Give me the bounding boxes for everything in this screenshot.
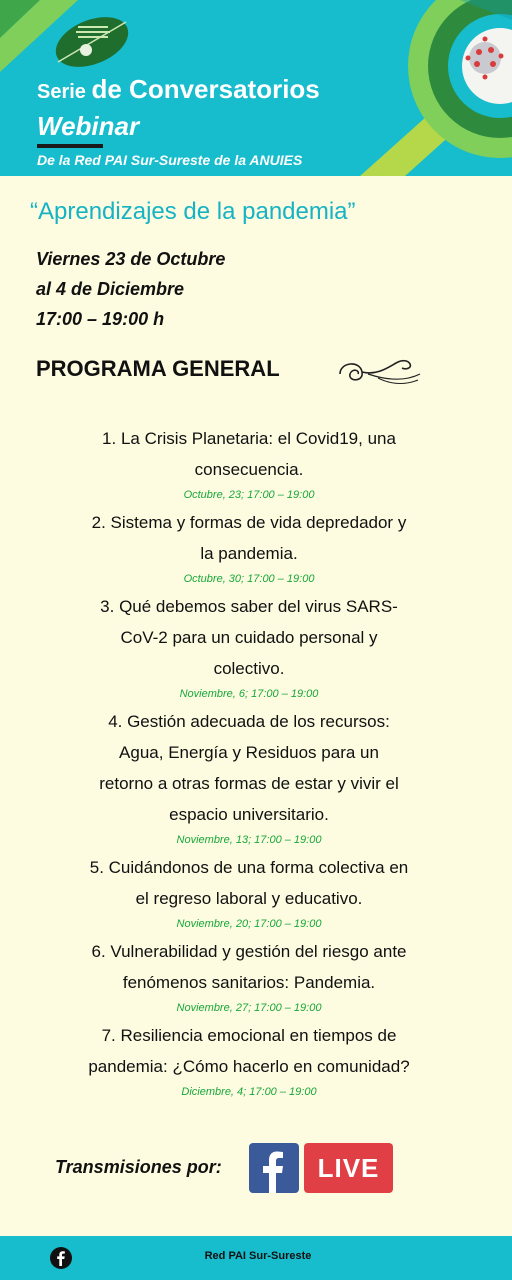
program-item-text: 5. Cuidándonos de una forma colectiva en — [89, 858, 409, 877]
webinar-underline — [37, 144, 103, 148]
date-line-2: al 4 de Diciembre — [36, 279, 185, 299]
program-item-text: retorno a otras formas de estar y vivir el — [99, 774, 399, 793]
series-main: de Conversatorios — [91, 74, 320, 104]
program-item-text: 4. Gestión adecuada de los recursos: — [108, 712, 390, 731]
facebook-icon — [249, 1143, 299, 1193]
program-item-text: 2. Sistema y formas de vida depredador y — [91, 513, 407, 532]
series-title — [37, 74, 320, 105]
transmission-label: Transmisiones por: — [55, 1157, 222, 1177]
program-list — [54, 423, 444, 1104]
live-badge[interactable]: LIVE — [304, 1143, 393, 1193]
leaf-logo — [48, 14, 130, 70]
program-item-date: Noviembre, 6; 17:00 – 19:00 — [179, 688, 319, 700]
program-item-text: Agua, Energía y Residuos para un — [119, 743, 379, 762]
program-item-text: 7. Resiliencia emocional en tiempos de — [101, 1026, 397, 1045]
program-item-text: 1. La Crisis Planetaria: el Covid19, una — [102, 429, 396, 448]
program-item-date: Noviembre, 27; 17:00 – 19:00 — [176, 1002, 322, 1014]
program-item-text: 6. Vulnerabilidad y gestión del riesgo ante — [91, 942, 407, 961]
date-line-1: Viernes 23 de Octubre — [36, 249, 226, 269]
header-banner — [0, 0, 512, 176]
footer-bar — [0, 1236, 512, 1280]
program-item-text: el regreso laboral y educativo. — [135, 889, 363, 908]
program-item-text: espacio universitario. — [169, 805, 329, 824]
series-prefix: Serie — [37, 81, 92, 103]
program-item-text: colectivo. — [213, 659, 285, 678]
program-item — [54, 936, 444, 1018]
facebook-logo[interactable] — [249, 1143, 299, 1193]
program-item-text: consecuencia. — [194, 460, 304, 479]
footer-text: Red PAI Sur-Sureste — [204, 1250, 312, 1262]
event-time: 17:00 – 19:00 h — [36, 309, 165, 329]
header-subtitle: De la Red PAI Sur-Sureste de la ANUIES — [37, 152, 303, 168]
program-item-date: Noviembre, 20; 17:00 – 19:00 — [176, 918, 322, 930]
program-item — [54, 1020, 444, 1102]
program-item-date: Octubre, 30; 17:00 – 19:00 — [183, 573, 315, 585]
program-item-date: Octubre, 23; 17:00 – 19:00 — [183, 489, 315, 501]
program-item — [54, 852, 444, 934]
program-item-date: Diciembre, 4; 17:00 – 19:00 — [181, 1086, 317, 1098]
program-item — [54, 591, 444, 704]
program-item-text: 3. Qué debemos saber del virus SARS- — [100, 597, 398, 616]
flourish-ornament — [338, 354, 422, 386]
program-item-date: Noviembre, 13; 17:00 – 19:00 — [176, 834, 322, 846]
webinar-label: Webinar — [37, 111, 140, 141]
program-item — [54, 706, 444, 850]
program-item-text: la pandemia. — [200, 544, 298, 563]
program-item-text: CoV-2 para un cuidado personal y — [120, 628, 378, 647]
program-item — [54, 507, 444, 589]
virus-icon — [463, 30, 512, 90]
program-item-text: pandemia: ¿Cómo hacerlo en comunidad? — [88, 1057, 410, 1076]
program-item — [54, 423, 444, 505]
program-item-text: fenómenos sanitarios: Pandemia. — [122, 973, 376, 992]
program-heading: PROGRAMA GENERAL — [36, 356, 280, 381]
event-dates — [36, 244, 225, 334]
event-title: “Aprendizajes de la pandemia” — [30, 198, 356, 225]
